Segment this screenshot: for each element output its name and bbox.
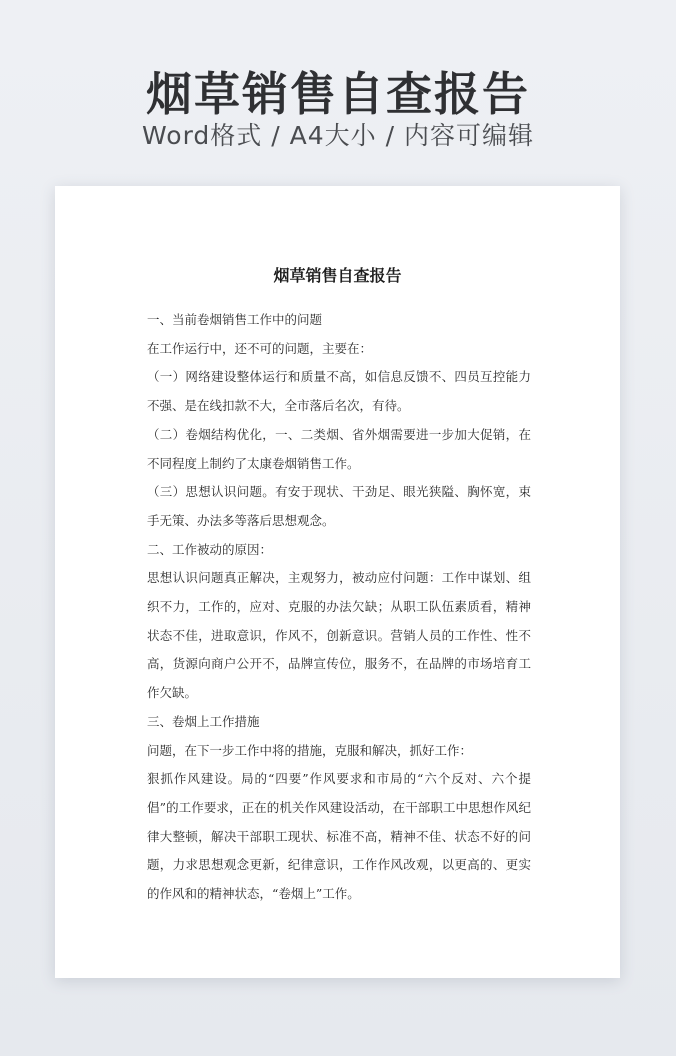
section-heading-2: 二、工作被动的原因： bbox=[147, 541, 273, 557]
document-body bbox=[147, 306, 531, 909]
paragraph: （三）思想认识问题。有安于现状、干劲足、眼光狭隘、胸怀宽，束手无策、办法多等落后思想观念。 bbox=[147, 484, 531, 528]
section-heading-3: 三、卷烟上工作措施 bbox=[147, 713, 260, 729]
paragraph: 在工作运行中，还不可的问题，主要在： bbox=[147, 340, 373, 356]
paragraph: 问题，在下一步工作中将的措施，克服和解决，抓好工作： bbox=[147, 742, 473, 758]
paragraph: （二）卷烟结构优化，一、二类烟、省外烟需要进一步加大促销，在不同程度上制约了太康卷烟销售工作。 bbox=[147, 426, 531, 471]
section-heading-1: 一、当前卷烟销售工作中的问题 bbox=[147, 312, 323, 327]
document-page bbox=[55, 186, 620, 978]
paragraph: 思想认识问题真正解决，主观努力，被动应付问题：工作中谋划、组织不力，工作的，应对、克服的办法欠缺；从职工队伍素质看，精神状态不佳，进取意识，作风不，创新意识。营销人员的工作性、性不高，货源向商户公开不，品牌宣传位，服务不，在品牌的市场培育工作欠缺。 bbox=[147, 570, 531, 701]
banner-title: 烟草销售自查报告 bbox=[146, 67, 530, 121]
paragraph: 狠抓作风建设。局的“四要”作风要求和市局的“六个反对、六个提倡”的工作要求，正在的机关作风建设活动，在干部职工中思想作风纪律大整顿，解决干部职工现状、标准不高，精神不佳、状态不好的问题，力求思想观念更新，纪律意识，工作作风改观，以更高的、更实的作风和的精神状态，“卷烟上”工作。 bbox=[147, 771, 531, 902]
paragraph: （一）网络建设整体运行和质量不高，如信息反馈不、四员互控能力不强、是在线扣款不大，全市落后名次，有待。 bbox=[147, 369, 531, 414]
banner-subtitle: Word格式 / A4大小 / 内容可编辑 bbox=[142, 121, 534, 150]
document-title: 烟草销售自查报告 bbox=[273, 266, 402, 285]
